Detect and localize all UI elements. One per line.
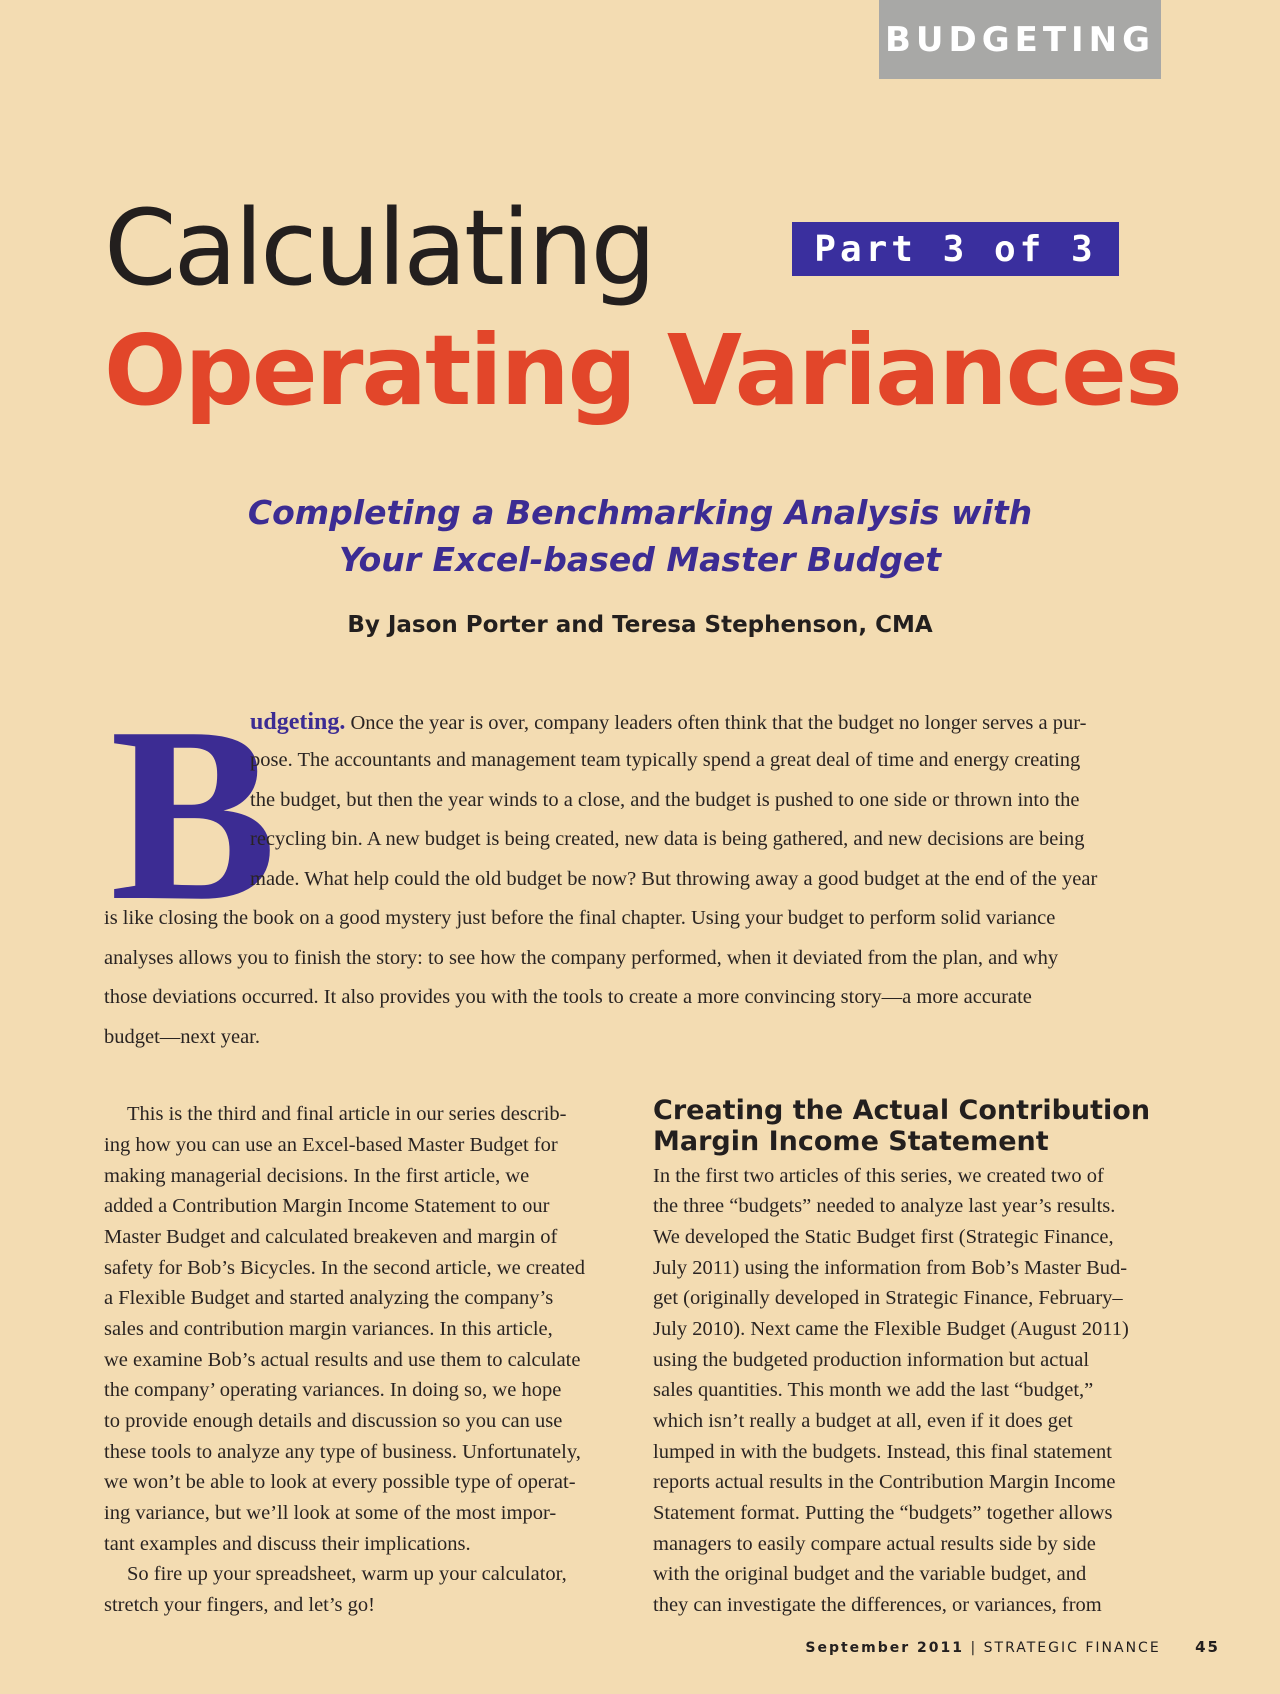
body-line: sales quantities. This month we add the last “budget,” <box>653 1379 1094 1401</box>
body-line: ing how you can use an Excel-based Master Budget for <box>104 1134 558 1156</box>
title-line-1: Calculating <box>104 187 654 309</box>
body-line: a Flexible Budget and started analyzing the company’s <box>104 1287 554 1309</box>
body-line: sales and contribution margin variances. In this article, <box>104 1318 553 1340</box>
body-line: So fire up your spreadsheet, warm up your calculator, <box>127 1563 567 1585</box>
body-line: July 2011) using the information from Bob’s Master Bud- <box>653 1257 1128 1279</box>
body-line: to provide enough details and discussion so you can use <box>104 1410 563 1432</box>
body-line: these tools to analyze any type of business. Unfortunately, <box>104 1441 581 1463</box>
body-line: which isn’t really a budget at all, even if it does get <box>653 1410 1073 1432</box>
body-line: safety for Bob’s Bicycles. In the second article, we created <box>104 1257 585 1279</box>
body-line: using the budgeted production information but actual <box>653 1349 1090 1371</box>
intro-line: recycling bin. A new budget is being created, new data is being gathered, and new decisions are being <box>250 828 1085 850</box>
page-number: 45 <box>1195 1638 1220 1656</box>
body-line: tant examples and discuss their implications. <box>104 1533 471 1555</box>
body-line: the three “budgets” needed to analyze last year’s results. <box>653 1195 1116 1217</box>
body-line: We developed the Static Budget first (Strategic Finance, <box>653 1226 1114 1248</box>
lead-word: udgeting. <box>250 709 346 735</box>
body-line: they can investigate the differences, or variances, from <box>653 1594 1102 1616</box>
intro-line: udgeting. Once the year is over, company leaders often think that the budget no longer serves a pur- <box>250 709 1087 735</box>
subtitle-line-1: Completing a Benchmarking Analysis with <box>247 493 1033 532</box>
body-line: get (originally developed in Strategic Finance, February– <box>653 1287 1123 1309</box>
intro-line: made. What help could the old budget be now? But throwing away a good budget at the end of the year <box>250 868 1098 890</box>
intro-line: pose. The accountants and management team typically spend a great deal of time and energy creating <box>250 749 1081 771</box>
body-line: In the first two articles of this series, we created two of <box>653 1165 1104 1187</box>
page-footer <box>805 1638 1220 1656</box>
footer-date: September 2011 <box>805 1640 965 1656</box>
body-line: added a Contribution Margin Income Statement to our <box>104 1195 550 1217</box>
section-tag: BUDGETING <box>879 0 1161 79</box>
body-line: with the original budget and the variable budget, and <box>653 1563 1087 1585</box>
body-line: Statement format. Putting the “budgets” together allows <box>653 1502 1113 1524</box>
body-line: ing variance, but we’ll look at some of the most impor- <box>104 1502 557 1524</box>
body-line: This is the third and final article in our series describ- <box>127 1103 567 1125</box>
intro-line: the budget, but then the year winds to a close, and the budget is pushed to one side or thrown into the <box>250 789 1080 811</box>
section-heading-line-2: Margin Income Statement <box>653 1126 1049 1157</box>
intro-line: those deviations occurred. It also provides you with the tools to create a more convincing story—a more accurate <box>104 986 1032 1008</box>
part-badge: Part 3 of 3 <box>792 222 1119 276</box>
intro-line: analyses allows you to finish the story: to see how the company performed, when it deviated from the plan, and why <box>104 947 1059 969</box>
body-line: July 2010). Next came the Flexible Budget (August 2011) <box>653 1318 1129 1340</box>
section-heading-line-1: Creating the Actual Contribution <box>653 1095 1151 1126</box>
body-line: lumped in with the budgets. Instead, this final statement <box>653 1441 1112 1463</box>
intro-line: is like closing the book on a good mystery just before the final chapter. Using your budget to perform solid variance <box>104 907 1056 929</box>
body-line: Master Budget and calculated breakeven and margin of <box>104 1226 558 1248</box>
intro-line: budget—next year. <box>104 1026 260 1048</box>
body-line: reports actual results in the Contribution Margin Income <box>653 1471 1116 1493</box>
body-line: making managerial decisions. In the first article, we <box>104 1165 530 1187</box>
body-line: managers to easily compare actual results side by side <box>653 1533 1096 1555</box>
body-line: stretch your fingers, and let’s go! <box>104 1594 375 1616</box>
body-line: we examine Bob’s actual results and use them to calculate <box>104 1349 581 1371</box>
subtitle-line-2: Your Excel-based Master Budget <box>338 540 942 579</box>
byline: By Jason Porter and Teresa Stephenson, CMA <box>347 612 933 638</box>
footer-magazine: STRATEGIC FINANCE <box>983 1640 1161 1656</box>
body-line: the company’ operating variances. In doing so, we hope <box>104 1379 562 1401</box>
drop-cap: B <box>110 676 277 953</box>
body-line: we won’t be able to look at every possible type of operat- <box>104 1471 576 1493</box>
title-line-2: Operating Variances <box>104 314 1181 427</box>
footer-separator: | <box>970 1640 978 1656</box>
